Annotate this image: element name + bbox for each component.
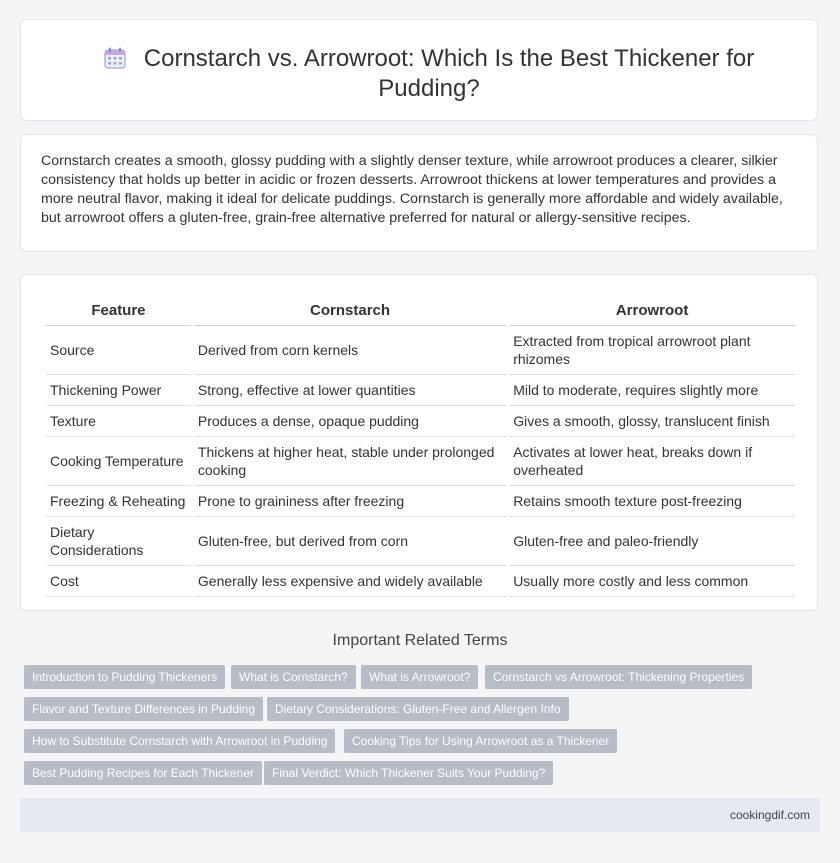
table-row <box>46 406 795 437</box>
table-row <box>46 375 795 406</box>
arrowroot-cell: Extracted from tropical arrowroot plant rhizomes <box>509 326 795 375</box>
intro-card <box>20 134 818 252</box>
calendar-icon <box>104 47 126 69</box>
table-row <box>46 326 795 375</box>
title-card <box>20 19 818 121</box>
comparison-card <box>20 274 818 611</box>
intro-paragraph: Cornstarch creates a smooth, glossy pudding with a slightly denser texture, while arrowroot produces a clearer, silkier consistency that holds up better in acidic or frozen desserts. Arrowroot thickens at lower temperatures and provides a more neutral flavor, making it ideal for delicate puddings. Cornstarch is generally more affordable and widely available, but arrowroot offers a gluten-free, grain-free alternative preferred for natural or allergy-sensitive recipes. <box>41 153 783 226</box>
header-arrowroot: Arrowroot <box>509 293 795 326</box>
arrowroot-cell: Gluten-free and paleo-friendly <box>509 517 795 566</box>
tag-link[interactable]: Best Pudding Recipes for Each Thickener <box>24 761 262 785</box>
arrowroot-cell: Gives a smooth, glossy, translucent finish <box>509 406 795 437</box>
cornstarch-cell: Generally less expensive and widely available <box>194 566 506 597</box>
table-row <box>46 566 795 597</box>
arrowroot-cell: Retains smooth texture post-freezing <box>509 486 795 517</box>
feature-cell: Thickening Power <box>46 375 191 406</box>
page-title-text: Cornstarch vs. Arrowroot: Which Is the Best Thickener for Pudding? <box>143 45 755 102</box>
cornstarch-cell: Strong, effective at lower quantities <box>194 375 506 406</box>
table-row <box>46 486 795 517</box>
tag-link[interactable]: Cornstarch vs Arrowroot: Thickening Properties <box>485 665 752 689</box>
tag-link[interactable]: Dietary Considerations: Gluten-Free and Allergen Info <box>267 697 569 721</box>
page-title <box>81 44 777 104</box>
header-cornstarch: Cornstarch <box>194 293 506 326</box>
cornstarch-cell: Prone to graininess after freezing <box>194 486 506 517</box>
feature-cell: Dietary Considerations <box>46 517 191 566</box>
feature-cell: Cost <box>46 566 191 597</box>
tag-link[interactable]: Final Verdict: Which Thickener Suits Your Pudding? <box>264 761 553 785</box>
footer <box>20 798 820 832</box>
tag-link[interactable]: What is Arrowroot? <box>361 665 478 689</box>
feature-cell: Cooking Temperature <box>46 437 191 486</box>
tag-link[interactable]: Introduction to Pudding Thickeners <box>24 665 225 689</box>
table-header-row <box>46 293 795 326</box>
cornstarch-cell: Produces a dense, opaque pudding <box>194 406 506 437</box>
feature-cell: Freezing & Reheating <box>46 486 191 517</box>
tag-link[interactable]: What is Cornstarch? <box>231 665 356 689</box>
cornstarch-cell: Gluten-free, but derived from corn <box>194 517 506 566</box>
cornstarch-cell: Thickens at higher heat, stable under prolonged cooking <box>194 437 506 486</box>
comparison-table <box>43 293 798 597</box>
feature-cell: Texture <box>46 406 191 437</box>
header-feature: Feature <box>46 293 191 326</box>
arrowroot-cell: Usually more costly and less common <box>509 566 795 597</box>
tag-link[interactable]: Cooking Tips for Using Arrowroot as a Thickener <box>344 729 617 753</box>
cornstarch-cell: Derived from corn kernels <box>194 326 506 375</box>
table-row <box>46 437 795 486</box>
arrowroot-cell: Mild to moderate, requires slightly more <box>509 375 795 406</box>
tag-link[interactable]: Flavor and Texture Differences in Pudding <box>24 697 263 721</box>
related-terms-title: Important Related Terms <box>332 632 508 649</box>
footer-site[interactable]: cookingdif.com <box>729 808 810 822</box>
table-row <box>46 517 795 566</box>
tag-link[interactable]: How to Substitute Cornstarch with Arrowroot in Pudding <box>24 729 335 753</box>
feature-cell: Source <box>46 326 191 375</box>
arrowroot-cell: Activates at lower heat, breaks down if overheated <box>509 437 795 486</box>
